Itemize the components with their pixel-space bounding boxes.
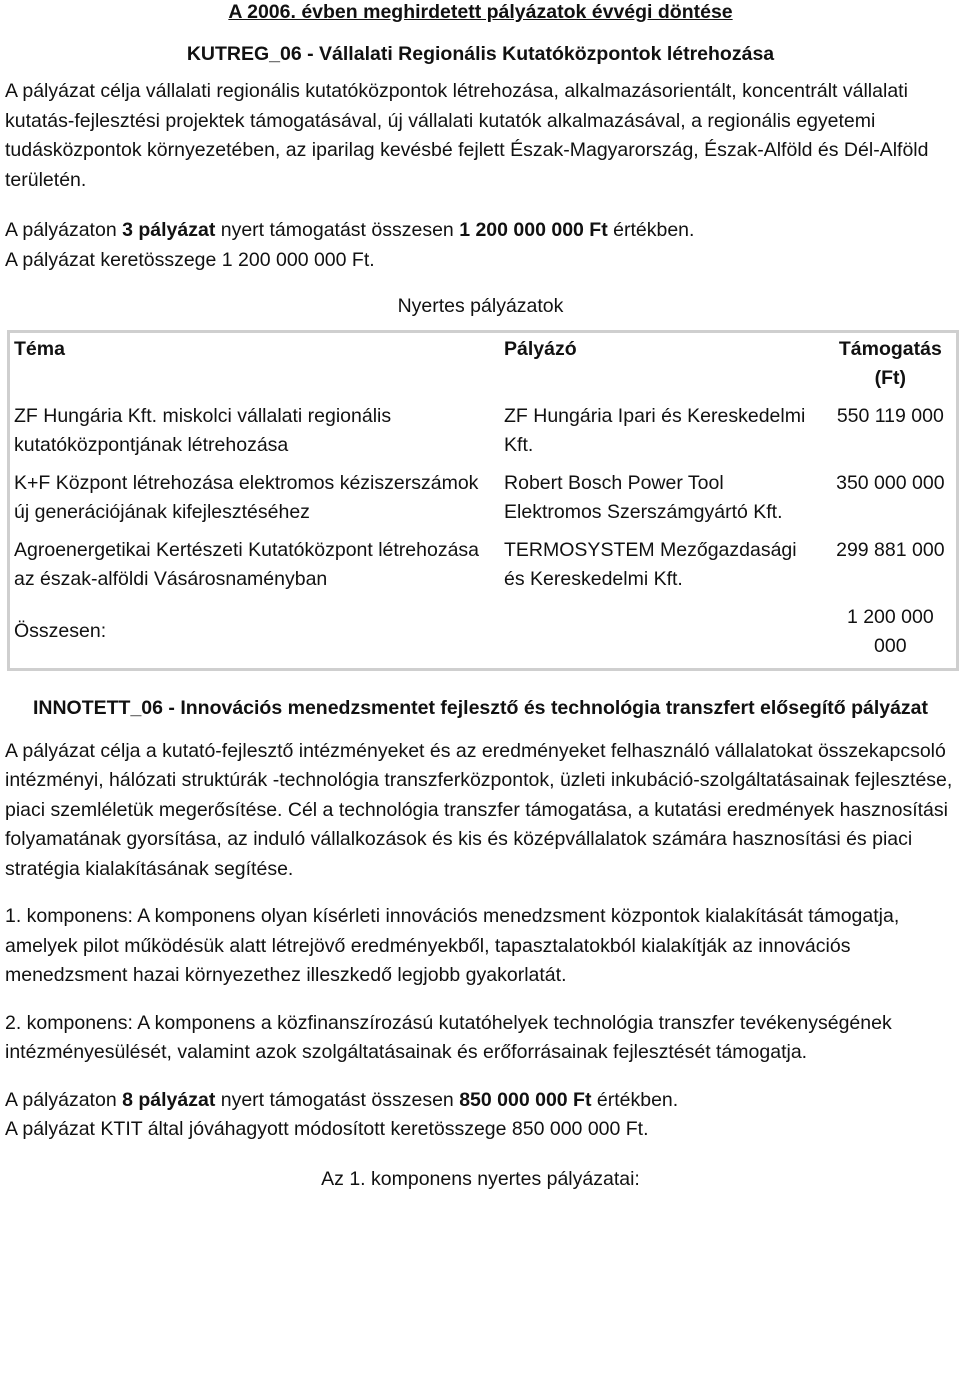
component-1-winners-caption: Az 1. komponens nyertes pályázatai: bbox=[321, 1167, 640, 1190]
row-topic: K+F Központ létrehozása elektromos kéziszerszámok új generációjának kifejlesztéséhez bbox=[14, 471, 479, 523]
kutreg-purpose: A pályázat célja vállalati regionális kutatóközpontok létrehozása, alkalmazásorientált, koncentrált vállalati kutatás-fejlesztési projektek támogatásával, új vállalati kutatók alkalmazásával, a regionális egyetemi tudásközpontok környezetében, az iparilag kevésbé fejlett Észak-Magyarország, Észak-Alföld és Dél-Alföld területén. bbox=[5, 80, 929, 191]
total-amount: 1 200 000 000 bbox=[846, 605, 934, 657]
header-amount: Támogatás (Ft) bbox=[838, 337, 942, 389]
row-amount: 299 881 000 bbox=[836, 538, 945, 561]
row-applicant: ZF Hungária Ipari és Kereskedelmi Kft. bbox=[504, 404, 806, 456]
kutreg-result bbox=[5, 216, 956, 246]
row-amount: 350 000 000 bbox=[836, 471, 945, 494]
result-prefix: A pályázaton bbox=[5, 219, 123, 241]
result-mid: nyert támogatást összesen bbox=[215, 1088, 460, 1111]
table-header-row bbox=[10, 333, 956, 400]
innotett-budget: A pályázat KTIT által jóváhagyott módosított keretösszege 850 000 000 Ft. bbox=[5, 1118, 649, 1140]
row-topic: ZF Hungária Kft. miskolci vállalati regionális kutatóközpontjának létrehozása bbox=[14, 404, 392, 456]
result-amount: 1 200 000 000 Ft bbox=[459, 219, 608, 241]
table-total-row bbox=[10, 601, 956, 668]
kutreg-budget: A pályázat keretösszege 1 200 000 000 Ft. bbox=[5, 248, 375, 271]
result-suffix: értékben. bbox=[607, 219, 695, 241]
winners-table-caption: Nyertes pályázatok bbox=[397, 295, 564, 317]
result-count: 3 pályázat bbox=[122, 219, 216, 241]
row-topic: Agroenergetikai Kertészeti Kutatóközpont létrehozása az észak-alföldi Vásárosnaményban bbox=[14, 538, 480, 590]
header-topic: Téma bbox=[14, 337, 65, 360]
result-mid: nyert támogatást összesen bbox=[215, 219, 460, 241]
component-1-text: 1. komponens: A komponens olyan kísérleti innovációs menedzsment központok kialakítását támogatja, amelyek pilot működésük alatt létrejövő eredményekből, tapasztalatokból kialakítják az innovációs menedzsment hazai környezethez illeszkedő legjobb gyakorlatát. bbox=[5, 905, 900, 986]
component-2-text: 2. komponens: A komponens a közfinanszírozású kutatóhelyek technológia transzfer tevékenységének intézményesülését, valamint azok szolgáltatásainak és erőforrásainak fejlesztését támogatja. bbox=[5, 1011, 892, 1063]
header-applicant: Pályázó bbox=[504, 337, 577, 360]
innotett-title: INNOTETT_06 - Innovációs menedzsmentet fejlesztő és technológia transzfert elősegítő pályázat bbox=[32, 696, 929, 719]
innotett-purpose: A pályázat célja a kutató-fejlesztő intézményeket és az eredményeket felhasználó vállalatokat összekapcsoló intézményi, hálózati struktúrák -technológia transzferközpontok, üzleti inkubáció-szolgáltatásainak fejlesztése, piaci szemléletük megerősítése. Cél a technológia transzfer támogatása, a kutatási eredmények hasznosítási folyamatának gyorsítása, az induló vállalkozások és kis és középvállalatok számára hasznosítási és piaci stratégia kialakításának segítése. bbox=[5, 739, 953, 880]
row-applicant: TERMOSYSTEM Mezőgazdasági és Kereskedelmi Kft. bbox=[504, 538, 797, 590]
result-amount: 850 000 000 Ft bbox=[459, 1088, 592, 1111]
table-row bbox=[10, 467, 956, 534]
total-label: Összesen: bbox=[14, 619, 107, 642]
result-prefix: A pályázaton bbox=[5, 1088, 123, 1111]
result-suffix: értékben. bbox=[591, 1088, 679, 1111]
innotett-result bbox=[5, 1086, 956, 1116]
page-heading: A 2006. évben meghirdetett pályázatok évvégi döntése bbox=[228, 1, 733, 23]
table-row bbox=[10, 534, 956, 601]
kutreg-title: KUTREG_06 - Vállalati Regionális Kutatóközpontok létrehozása bbox=[186, 43, 775, 65]
table-row bbox=[10, 400, 956, 467]
total-empty bbox=[500, 601, 825, 668]
row-applicant: Robert Bosch Power Tool Elektromos Szerszámgyártó Kft. bbox=[504, 471, 783, 523]
result-count: 8 pályázat bbox=[122, 1088, 216, 1111]
winners-table bbox=[7, 330, 959, 671]
row-amount: 550 119 000 bbox=[836, 404, 944, 427]
